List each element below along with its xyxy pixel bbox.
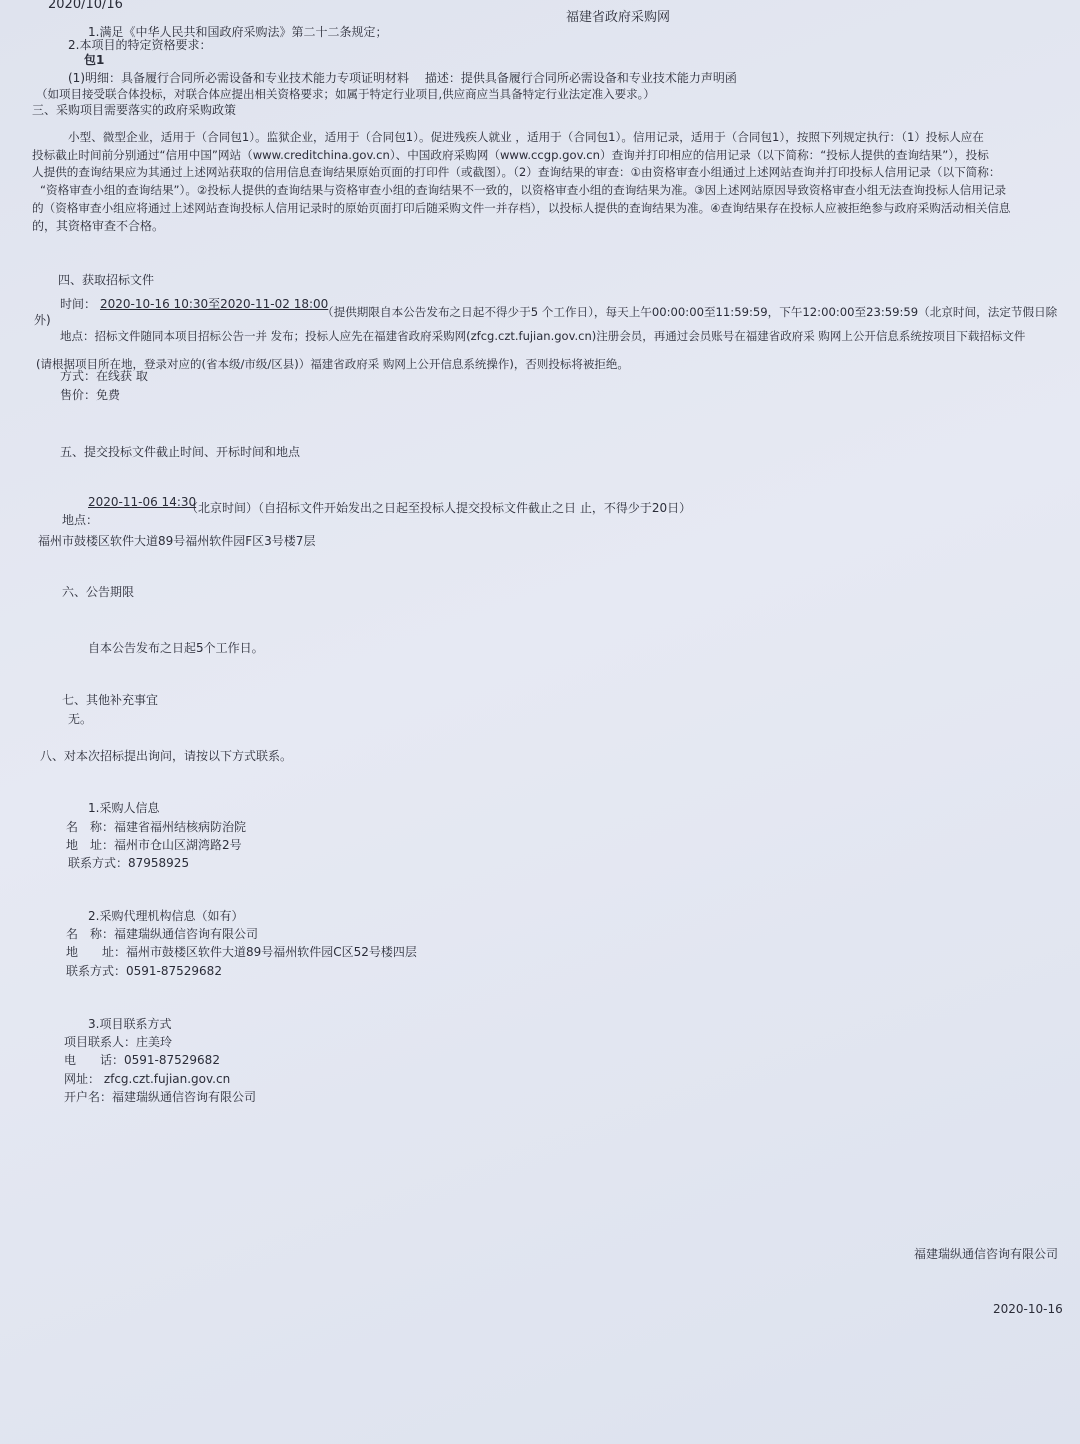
purchaser-address: 地 址：福州市仓山区湖湾路2号 xyxy=(66,838,242,852)
header-date: 2020/10/16 xyxy=(48,0,123,12)
opening-place-label: 地点： xyxy=(62,513,99,527)
announcement-period: 自本公告发布之日起5个工作日。 xyxy=(88,641,264,655)
time-value: 2020-10-16 10:30至2020-11-02 18:00 xyxy=(100,297,329,311)
consortium-note: （如项目接受联合体投标，对联合体应提出相关资格要求；如属于特定行业项目,供应商应当具备特定行业法定准入要求。） xyxy=(36,87,655,101)
download-place: 地点：招标文件随同本项目招标公告一并 发布；投标人应先在福建省政府采购网(zfcg.czt.fujian.gov.cn)注册会员，再通过会员账号在福建省政府采 购网上公开信息系统按项目下载招标文件 xyxy=(60,329,1026,343)
agency-contact: 联系方式：0591-87529682 xyxy=(66,964,222,978)
qualification-item-2: 2.本项目的特定资格要求： xyxy=(68,38,212,52)
section-4-heading: 四、获取招标文件 xyxy=(58,273,155,287)
time-note-end: 外) xyxy=(34,313,51,327)
agency-title: 2.采购代理机构信息（如有） xyxy=(88,909,244,923)
document-price: 售价：免费 xyxy=(60,388,121,402)
footer-company: 福建瑞纵通信咨询有限公司 xyxy=(914,1247,1059,1261)
policy-line: 人提供的查询结果应为其通过上述网站获取的信用信息查询结果原始页面的打印件（或截图）。（2）查询结果的审查：①由资格审查小组通过上述网站查询并打印投标人信用记录（以下简称： xyxy=(32,165,1001,179)
policy-line: 小型、微型企业，适用于（合同包1）。监狱企业，适用于（合同包1）。促进残疾人就业 ，适用于（合同包1）。信用记录，适用于（合同包1），按照下列规定执行：（1）投标人应在 xyxy=(68,130,984,144)
project-contact-person: 项目联系人：庄美玲 xyxy=(64,1035,173,1049)
deadline-time: 2020-11-06 14:30 xyxy=(88,495,197,509)
purchaser-name: 名 称：福建省福州结核病防治院 xyxy=(66,820,247,834)
section-3-heading: 三、采购项目需要落实的政府采购政策 xyxy=(32,103,237,117)
agency-address: 地 址：福州市鼓楼区软件大道89号福州软件园C区52号楼四层 xyxy=(66,945,417,959)
package-label: 包1 xyxy=(84,53,105,67)
policy-line: 的（资格审查小组应将通过上述网站查询投标人信用记录时的原始页面打印后随采购文件一并存档），以投标人提供的查询结果为准。④查询结果存在投标人应被拒绝参与政府采购活动相关信息 xyxy=(32,201,1011,215)
project-website: 网址： zfcg.czt.fujian.gov.cn xyxy=(64,1072,231,1086)
policy-line: 投标截止时间前分别通过“信用中国”网站（www.creditchina.gov.cn）、中国政府采购网（www.ccgp.gov.cn）查询并打印相应的信用记录（以下简称：“投标人提供的查询结果”），投标 xyxy=(32,148,989,162)
project-contact-phone: 电 话：0591-87529682 xyxy=(64,1053,220,1067)
purchaser-title: 1.采购人信息 xyxy=(88,801,160,815)
deadline-note: （北京时间）（自招标文件开始发出之日起至投标人提交投标文件截止之日 止，不得少于20日） xyxy=(186,501,692,515)
policy-line: “资格审查小组的查询结果”）。②投标人提供的查询结果与资格审查小组的查询结果不一致的，以资格审查小组的查询结果为准。③因上述网站原因导致资格审查小组无法查询投标人信用记录 xyxy=(40,183,1007,197)
section-8-heading: 八、对本次招标提出询问，请按以下方式联系。 xyxy=(40,749,293,763)
project-contact-title: 3.项目联系方式 xyxy=(88,1017,172,1031)
download-place-note: (请根据项目所在地，登录对应的(省本级/市级/区县)）福建省政府采 购网上公开信息系统操作)，否则投标将被拒绝。 xyxy=(36,357,629,371)
qualification-item-1: 1.满足《中华人民共和国政府采购法》第二十二条规定； xyxy=(88,25,388,39)
section-6-heading: 六、公告期限 xyxy=(62,585,135,599)
qualification-detail: (1)明细：具备履行合同所必需设备和专业技术能力专项证明材料 描述：提供具备履行合同所必需设备和专业技术能力声明函 xyxy=(68,71,737,85)
header-site-name: 福建省政府采购网 xyxy=(566,10,671,25)
download-method: 方式：在线获 取 xyxy=(60,369,148,383)
opening-place: 福州市鼓楼区软件大道89号福州软件园F区3号楼7层 xyxy=(38,534,316,548)
time-label: 时间： xyxy=(60,297,97,311)
agency-name: 名 称：福建瑞纵通信咨询有限公司 xyxy=(66,927,259,941)
time-note: （提供期限自本公告发布之日起不得少于5 个工作日），每天上午00:00:00至11:59:59，下午12:00:00至23:59:59（北京时间，法定节假日除 xyxy=(322,305,1058,319)
policy-line: 的，其资格审查不合格。 xyxy=(32,219,165,233)
other-matters: 无。 xyxy=(68,712,93,726)
footer-date: 2020-10-16 xyxy=(993,1302,1063,1316)
purchaser-contact: 联系方式：87958925 xyxy=(68,856,190,870)
account-name: 开户名：福建瑞纵通信咨询有限公司 xyxy=(64,1090,257,1104)
section-7-heading: 七、其他补充事宜 xyxy=(62,693,159,707)
section-5-heading: 五、提交投标文件截止时间、开标时间和地点 xyxy=(60,445,301,459)
